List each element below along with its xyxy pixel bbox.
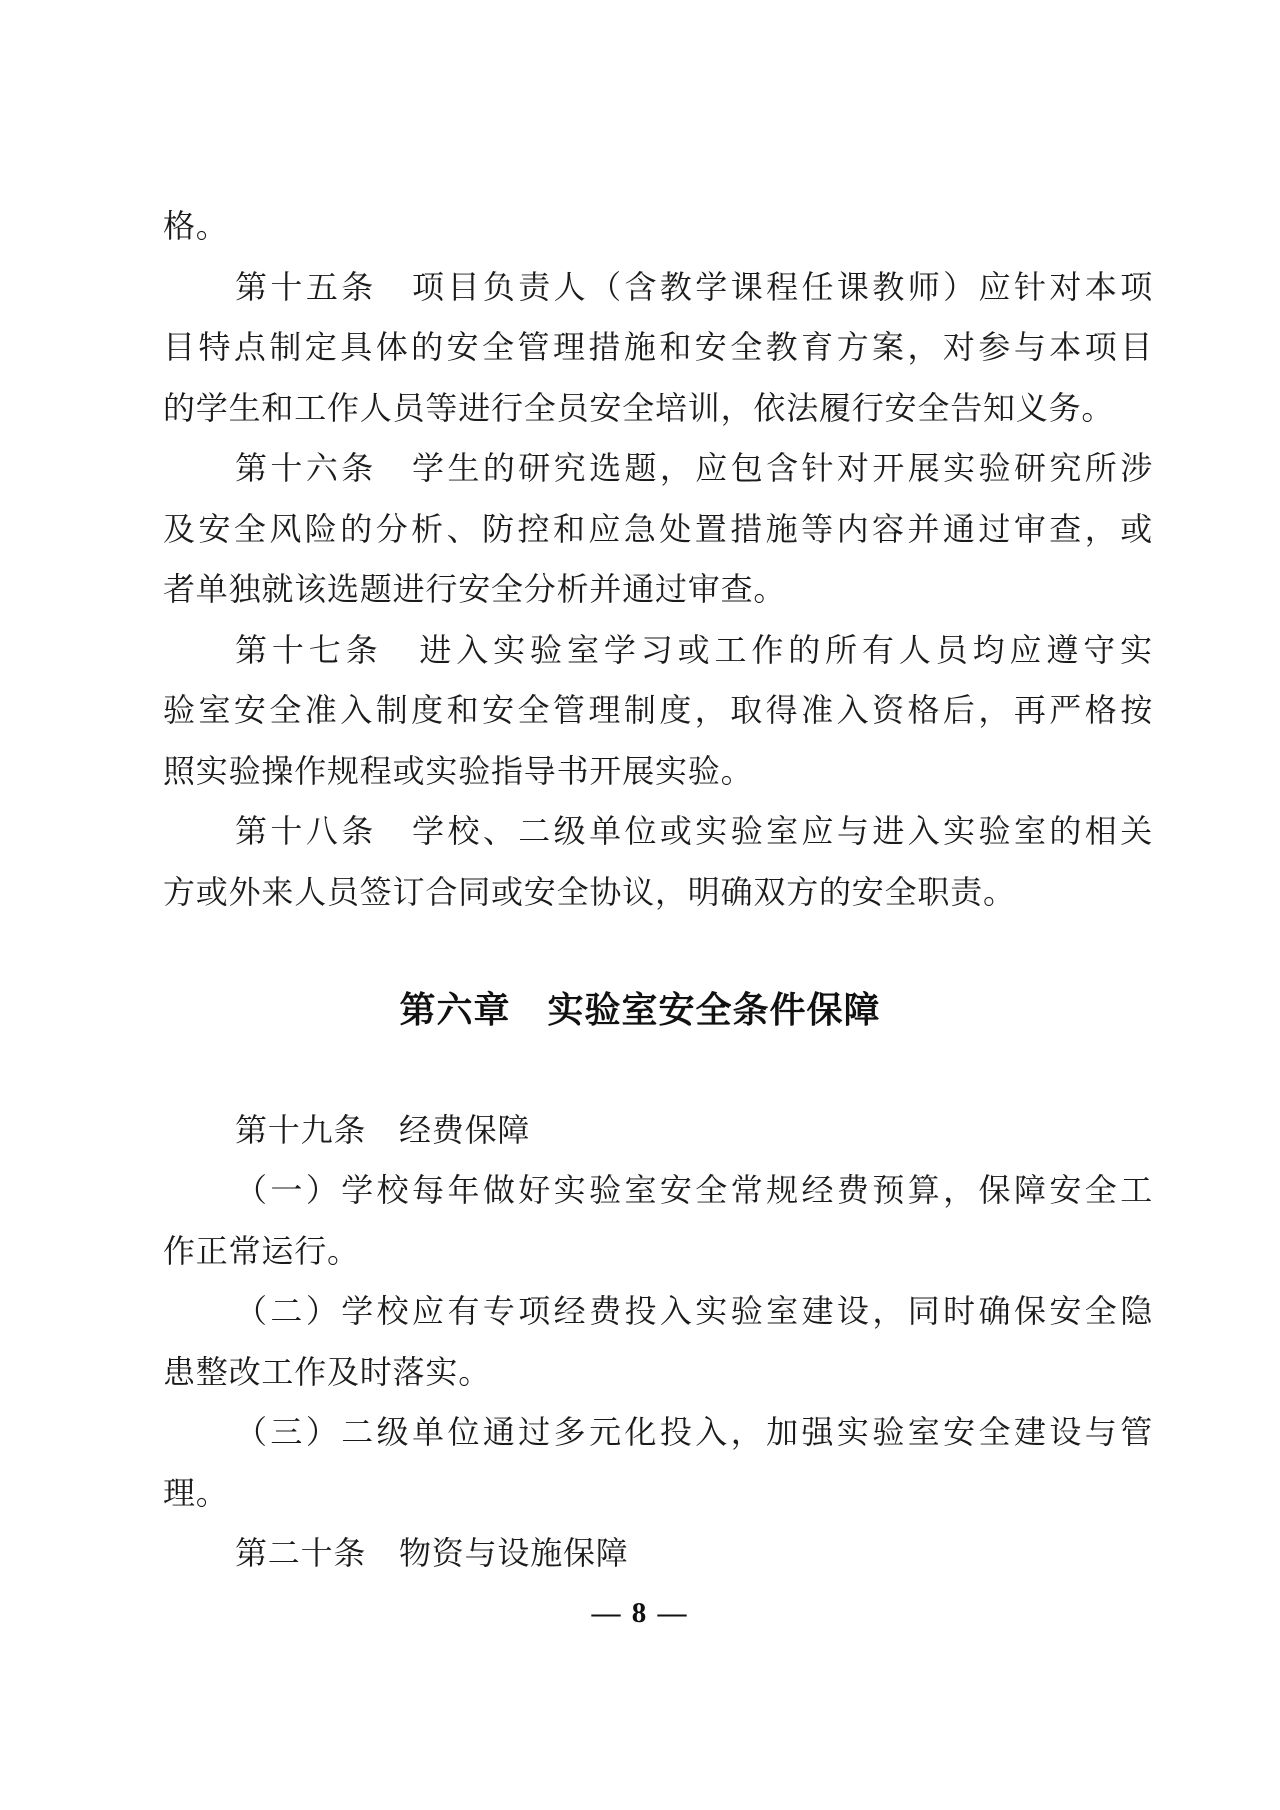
text-line: 作正常运行。 (163, 1232, 360, 1269)
page-number: — 8 — (591, 1597, 689, 1629)
text-line: 验室安全准入制度和安全管理制度，取得准入资格后，再严格按 (163, 692, 1153, 728)
text-line-article-19: 第十九条 经费保障 (235, 1111, 531, 1148)
text-line-item-3: （三）二级单位通过多元化投入，加强实验室安全建设与管 (235, 1414, 1153, 1450)
text-line-item-1: （一）学校每年做好实验室安全常规经费预算，保障安全工 (235, 1172, 1153, 1208)
document-body (163, 196, 1153, 1584)
text-line-article-20: 第二十条 物资与设施保障 (235, 1535, 629, 1571)
text-line: 者单独就该选题进行安全分析并通过审查。 (163, 571, 787, 607)
text-line: 方或外来人员签订合同或安全协议，明确双方的安全职责。 (163, 873, 1016, 910)
text-line: 目特点制定具体的安全管理措施和安全教育方案，对参与本项目 (163, 329, 1153, 365)
text-line: 的学生和工作人员等进行全员安全培训，依法履行安全告知义务。 (163, 389, 1115, 426)
text-line: 照实验操作规程或实验指导书开展实验。 (163, 752, 754, 789)
text-line: 格。 (163, 208, 229, 244)
text-line-article-16: 第十六条 学生的研究选题，应包含针对开展实验研究所涉 (235, 450, 1153, 486)
text-line-item-2: （二）学校应有专项经费投入实验室建设，同时确保安全隐 (235, 1293, 1153, 1329)
text-line: 患整改工作及时落实。 (163, 1353, 492, 1390)
text-line: 及安全风险的分析、防控和应急处置措施等内容并通过审查，或 (163, 510, 1153, 547)
chapter-heading: 第六章 实验室安全条件保障 (399, 988, 881, 1030)
text-line: 理。 (163, 1474, 229, 1511)
text-line-article-17: 第十七条 进入实验室学习或工作的所有人员均应遵守实 (235, 631, 1153, 668)
text-line-article-15: 第十五条 项目负责人（含教学课程任课教师）应针对本项 (235, 268, 1153, 305)
text-line-article-18: 第十八条 学校、二级单位或实验室应与进入实验室的相关 (235, 813, 1153, 849)
